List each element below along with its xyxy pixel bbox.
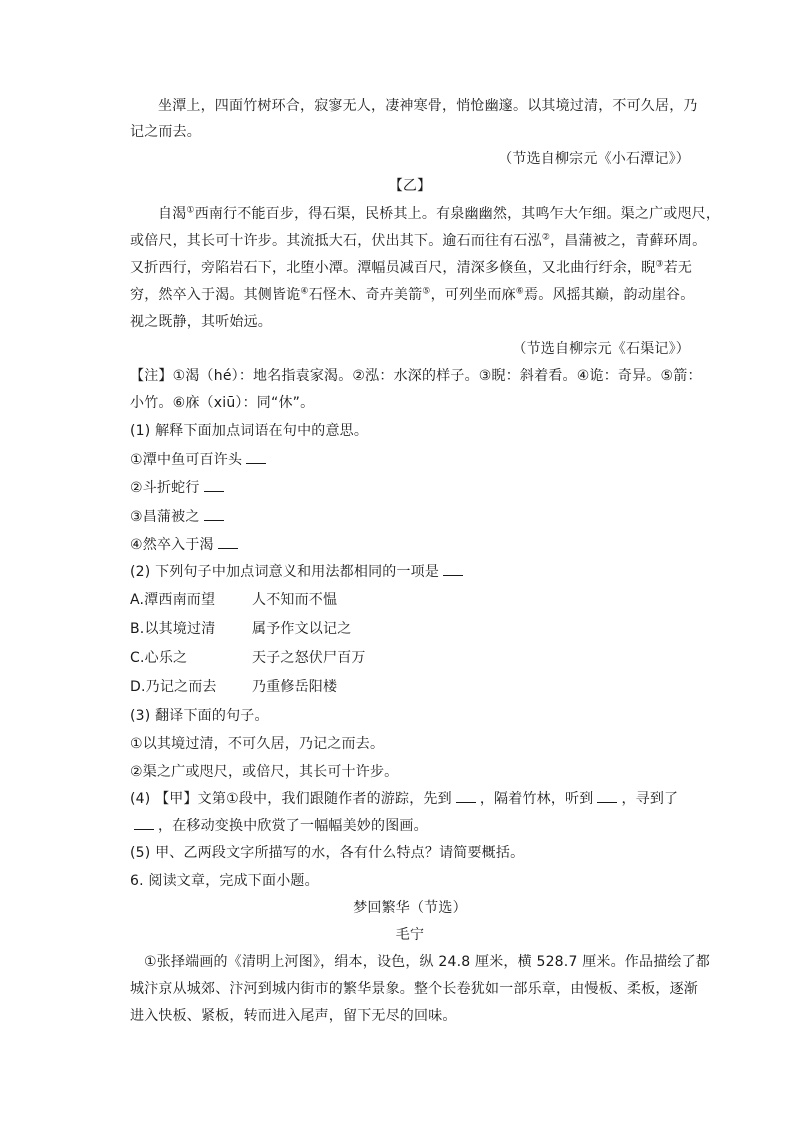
option-right: 乃重修岳阳楼: [252, 679, 338, 695]
question-4-line: [130, 815, 700, 837]
footnote-marker: ⑤: [422, 286, 431, 297]
footnote-marker: ②: [541, 232, 551, 243]
yi-paragraph-line: 视之既静，其听始远。: [130, 314, 272, 330]
answer-blank[interactable]: [204, 506, 224, 521]
jia-paragraph-line: 坐潭上，四面竹树环合，寂寥无人，凄神寒骨，悄怆幽邃。以其境过清，不可久居，乃: [158, 98, 698, 114]
notes-line: 小竹。⑥庥（xiū）：同“休”。: [130, 395, 315, 411]
yi-source: （节选自柳宗元《石渠记》）: [512, 341, 690, 357]
text-run: ，可列坐而庥: [430, 287, 516, 303]
yi-paragraph-line: [158, 203, 728, 225]
article-paragraph-line: 进入快板、紧板，转而进入尾声，留下无尽的回味。: [130, 1008, 457, 1024]
text-run: 石怪木、奇卉美箭: [308, 287, 423, 303]
yi-paragraph-line: [130, 230, 707, 252]
article-author: 毛宁: [395, 927, 425, 943]
question-1-stem: (1) 解释下面加点词语在句中的意思。: [130, 423, 369, 439]
item-text: (2) 下列句子中加点词意义和用法都相同的一项是: [130, 564, 440, 580]
option-left: B.以其境过清: [130, 621, 216, 637]
item-text: ②斗折蛇行: [130, 480, 200, 496]
text-run: 西南行不能百步，得石渠，民桥其上。有泉幽幽然，其鸣乍大乍细。渠之广或咫尺，: [194, 206, 721, 222]
item-text: ④然卒入于渴: [130, 537, 214, 553]
text-run: 或倍尺，其长可十许步。其流抵大石，伏出其下。逾石而往有石泓: [130, 233, 542, 249]
question-2-option: [130, 589, 700, 611]
question-2-stem: [130, 561, 700, 583]
article-paragraph-line: ①张择端画的《清明上河图》，绢本，设色，纵 24.8 厘米，横 528.7 厘米。作品描绘了都: [144, 954, 711, 970]
answer-blank[interactable]: [246, 449, 266, 464]
question-3-item: ①以其境过清，不可久居，乃记之而去。: [130, 736, 385, 752]
answer-blank[interactable]: [218, 534, 238, 549]
question-2-option: [130, 676, 700, 698]
answer-blank[interactable]: [204, 477, 224, 492]
yi-paragraph-line: [130, 257, 700, 279]
question-6-stem: 6. 阅读文章，完成下面小题。: [130, 873, 319, 889]
item-text: ③昌蒲被之: [130, 509, 200, 525]
question-4-line: [130, 788, 700, 810]
option-right: 属予作文以记之: [252, 621, 352, 637]
footnote-marker: ④: [300, 286, 309, 297]
text-run: ，昌蒲被之，青藓环周。: [550, 233, 707, 249]
answer-blank[interactable]: [134, 815, 154, 830]
text-run: 若无: [663, 260, 693, 276]
footnote-marker: ①: [186, 205, 195, 216]
question-2-option: [130, 618, 700, 640]
item-text: (4) 【甲】文第①段中，我们跟随作者的游踪，先到: [130, 791, 452, 807]
item-text: ①潭中鱼可百许头: [130, 452, 243, 468]
answer-blank[interactable]: [597, 788, 617, 803]
option-right: 天子之怒伏尸百万: [252, 650, 366, 666]
text-run: 焉。风摇其巅，韵动崖谷。: [524, 287, 695, 303]
text-run: 又折西行，旁陷岩石下，北堕小潭。潭幅员减百尺，清深多倏鱼，又北曲行纡余，睨: [130, 260, 656, 276]
jia-paragraph-line: 记之而去。: [130, 124, 201, 140]
article-paragraph-line: 城汴京从城郊、汴河到城内街市的繁华景象。整个长卷犹如一部乐章，由慢板、柔板，逐渐: [130, 981, 698, 997]
question-3-stem: (3) 翻译下面的句子。: [130, 708, 269, 724]
question-1-item: [130, 534, 700, 556]
option-left: D.乃记之而去: [130, 679, 217, 695]
question-1-item: [130, 506, 700, 528]
question-2-option: [130, 647, 700, 669]
jia-source: （节选自柳宗元《小石潭记》）: [498, 151, 690, 167]
footnote-marker: ⑥: [515, 286, 525, 297]
question-1-item: [130, 477, 700, 499]
article-title: 梦回繁华（节选）: [353, 900, 467, 916]
text-run: 穷，然卒入于渴。其侧皆诡: [130, 287, 301, 303]
question-3-item: ②渠之广或咫尺，或倍尺，其长可十许步。: [130, 764, 399, 780]
answer-blank[interactable]: [456, 788, 476, 803]
question-5: (5) 甲、乙两段文字所描写的水，各有什么特点？请简要概括。: [130, 845, 525, 861]
item-text: ，在移动变换中欣赏了一幅幅美妙的图画。: [158, 818, 428, 834]
yi-heading: 【乙】: [388, 178, 432, 194]
item-text: ，寻到了: [621, 791, 679, 807]
option-left: A.潭西南而望: [130, 592, 216, 608]
option-left: C.心乐之: [130, 650, 188, 666]
text-run: 自渴: [158, 206, 187, 222]
option-right: 人不知而不愠: [252, 592, 338, 608]
answer-blank[interactable]: [443, 561, 463, 576]
yi-paragraph-line: [130, 284, 700, 306]
footnote-marker: ③: [655, 259, 664, 270]
question-1-item: [130, 449, 700, 471]
item-text: ，隔着竹林，听到: [479, 791, 594, 807]
notes-line: 【注】①渴（hé）：地名指袁家渴。②泓：水深的样子。③睨：斜着看。④诡：奇异。⑤箭：: [130, 368, 702, 384]
